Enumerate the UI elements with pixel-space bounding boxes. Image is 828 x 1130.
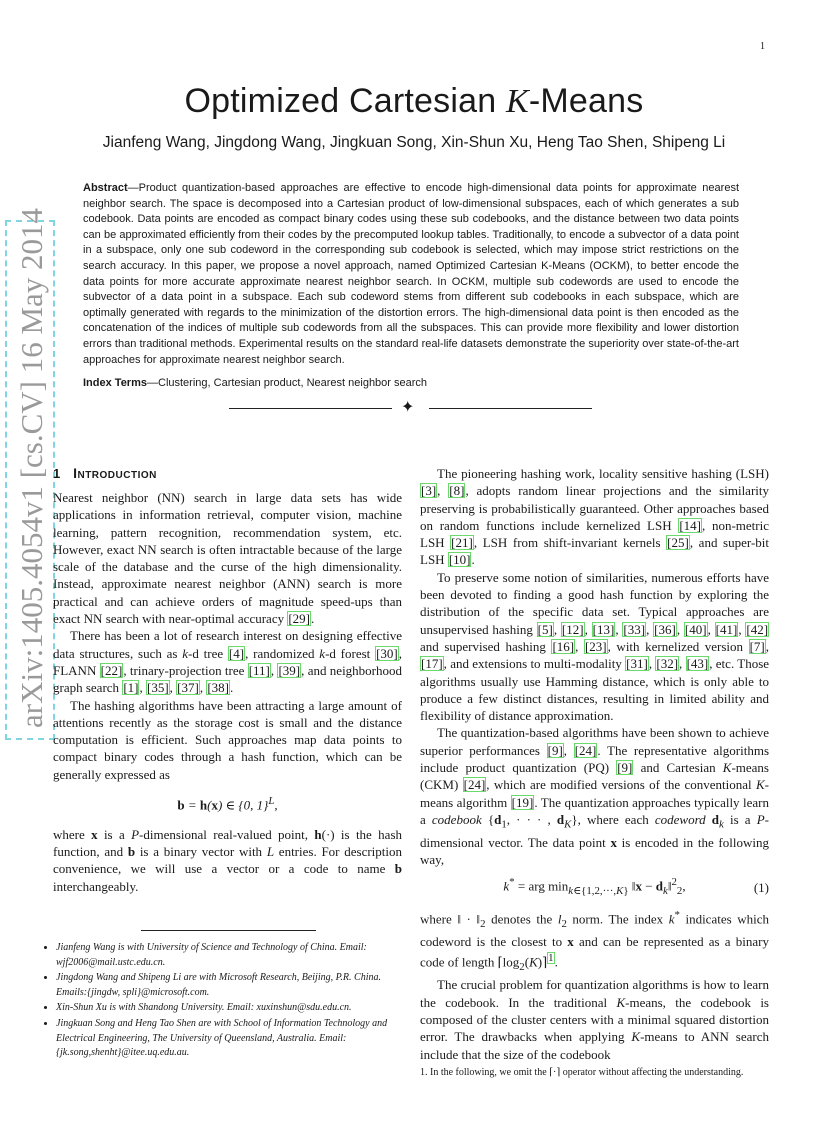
equation-number: (1) xyxy=(753,879,769,895)
author-list: Jianfeng Wang, Jingdong Wang, Jingkuan Song, Xin-Shun Xu, Heng Tao Shen, Shipeng Li xyxy=(102,134,726,151)
index-terms-label: Index Terms xyxy=(83,377,147,389)
page-number: 1 xyxy=(760,41,765,52)
paragraph-intro-4: where x is a P-dimensional real-valued point, h(·) is the hash function, and b is a binary vector with L entries. For description convenience, we will use a vector or a code to name b interchangeably. xyxy=(53,826,403,894)
paragraph-intro-6: To preserve some notion of similarities, numerous efforts have been devoted to finding a good hash function by exploring the distribution of the specific data set. Typical approaches are unsupervised hashing [5], [12], [13], [33], [36], [40], [41], [42] and supervised hashing [16], [23], with kernelized version [7], [17], and extensions to multi-modality [31], [32], [43], etc. Those algorithms usually use Hamming distance, which is only able to produce a few distinct distances, resulting in limited ability and flexibility of distance approximation. xyxy=(420,569,770,724)
abstract-label: Abstract xyxy=(83,182,128,194)
paragraph-intro-1: Nearest neighbor (NN) search in large data sets has wide applications in information retrieval, computer vision, machine learning, pattern recognition, recommendation system, etc. However, exact NN search is often intractable because of the large scale of the database and the curse of the high dimensionality. Instead, approximate nearest neighbor (ANN) search is more practical and can achieve orders of magnitude speed-ups than exact NN search with near-optimal accuracy [29]. xyxy=(53,490,402,627)
left-column xyxy=(53,489,402,895)
right-column xyxy=(420,465,769,1063)
paragraph-intro-7: The quantization-based algorithms have been shown to achieve superior performances [9], [24]. The representative algorithms include product quantization (PQ) [9] and Cartesian K-means (CKM) [24], which are modified versions of the conventional K-means algorithm [19]. The quantization approaches typically learn a codebook {$d_1$, · · · , $d_K$}, where each codeword $d_k$ is a P-dimensional vector. The data point x is encoded in the following way, xyxy=(420,725,770,868)
footnote-item: • Jingkuan Song and Heng Tao Shen are with School of Information Technology and Electrical Engineering, The University of Queensland, Australia. Email:{jk.song,shenht}@itee.uq.edu.au. xyxy=(56,1017,402,1061)
affiliation-footnotes xyxy=(40,941,402,1062)
index-terms-text: —Clustering, Cartesian product, Nearest neighbor search xyxy=(147,377,428,389)
abstract xyxy=(83,181,739,368)
equation-hash: b = h(x) ∈ {0, 1}$^L$, xyxy=(177,795,278,813)
footnote-item: • Xin-Shun Xu is with Shandong University. Email: xuxinshun@sdu.edu.cn. xyxy=(56,1001,402,1016)
section-title: Introduction xyxy=(73,465,157,481)
paragraph-intro-2: There has been a lot of research interest on designing effective data structures, such as k-d tree [4], randomized k-d forest [30], FLANN [22], trinary-projection tree [11], [39], and neighborhood graph search [1], [35], [37], [38]. xyxy=(53,628,403,696)
footnote-operator: 1. In the following, we omit the ⌈·⌉ operator without affecting the understanding. xyxy=(420,1067,744,1078)
footnote-item: • Jingdong Wang and Shipeng Li are with Microsoft Research, Beijing, P.R. China. Emails:{jingdw, spli}@microsoft.com. xyxy=(56,971,402,1000)
paragraph-intro-5: The pioneering hashing work, locality sensitive hashing (LSH) [3], [8], adopts random linear projections and the similarity preserving is probabilistically guaranteed. Other approaches based on random functions include kernelized LSH [14], non-metric LSH [21], LSH from shift-invariant kernels [25], and super-bit LSH [10]. xyxy=(420,466,770,568)
paragraph-intro-9: The crucial problem for quantization algorithms is how to learn the codebook. In the traditional K-means, the codebook is composed of the cluster centers with a minimal squared distortion error. The drawbacks when applying K-means to ANN search include that the size of the codebook xyxy=(420,977,769,1062)
paper-title: Optimized Cartesian K-Means xyxy=(184,82,644,120)
equation-encoding: k* = arg $\min_{k\in\{1,2,\cdot\cdot\cdot,K\}}$ ‖x − $d_k‖^2_2$, (1) xyxy=(503,876,769,898)
divider-diamond-icon: ✦ xyxy=(401,399,415,416)
divider-left xyxy=(229,408,392,409)
section-heading xyxy=(53,465,157,481)
divider-right xyxy=(429,408,592,409)
arxiv-stamp: arXiv:1405.4054v1 [cs.CV] 16 May 2014 xyxy=(5,220,55,740)
paragraph-intro-8: where ‖ · $‖_2$ denotes the $l_2$ norm. The index k* indicates which codeword is the closest to x and can be represented as a binary code of length $⌈\log_2(K)⌉^1$. xyxy=(420,908,769,974)
paragraph-intro-3: The hashing algorithms have been attracting a large amount of attentions recently as the storage cost is small and the distance computation is efficient. Such approaches map data points to compact binary codes through a hash function, which can be generally expressed as xyxy=(53,697,402,782)
index-terms xyxy=(83,377,739,389)
abstract-text: —Product quantization-based approaches are effective to encode high-dimensional data points for approximate nearest neighbor search. The space is decomposed into a Cartesian product of low-dimensional subspaces, each of which generates a sub codebook. Data points are encoded as compact binary codes using these sub codebooks, and the distance between two data points can be approximated efficiently from their codes by the precomputed lookup tables. Traditionally, to encode a subvector of a data point in a subspace, only one sub codeword in the corresponding sub codebook is selected, which may impose strict restrictions on the search accuracy. In this paper, we propose a novel approach, named Optimized Cartesian K-Means (OCKM), to better encode the data points for more accurate approximate nearest neighbor search. In OCKM, multiple sub codewords are used to encode the subvector of a data point in a subspace. Each sub codeword stems from different sub codebooks in each subspace, which are optimally generated with regards to the minimization of the distortion errors. The high-dimensional data point is then encoded as the concatenation of the indices of multiple sub codewords from all the subspaces. This can provide more flexibility and lower distortion errors than traditional methods. Experimental results on the standard real-life datasets demonstrate the superiority over state-of-the-art approaches for approximate nearest neighbor search. xyxy=(83,182,739,366)
section-number: 1 xyxy=(53,466,61,481)
footnote-rule xyxy=(141,930,316,931)
footnote-item: • Jianfeng Wang is with University of Science and Technology of China. Email: wjf2006@mail.ustc.edu.cn. xyxy=(56,941,402,970)
